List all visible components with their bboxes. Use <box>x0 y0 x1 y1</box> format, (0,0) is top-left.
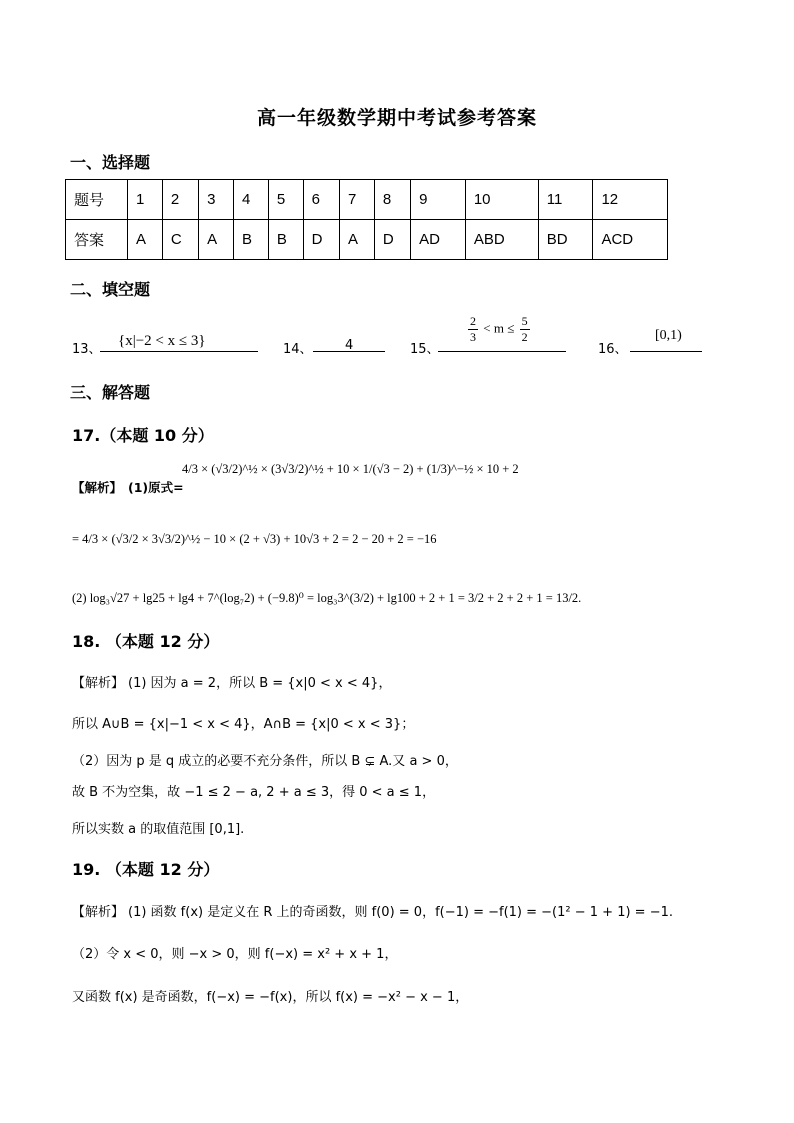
q17-tag: 【解析】 <box>72 480 123 495</box>
row-header-number: 题号 <box>66 180 128 220</box>
table-cell: 10 <box>465 180 538 220</box>
q15-answer <box>466 314 532 345</box>
q18-heading: 18. （本题 12 分） <box>72 632 220 651</box>
q15-mid: < m ≤ <box>483 320 515 336</box>
table-cell: A <box>199 220 234 260</box>
table-cell: A <box>340 220 375 260</box>
q14-label: 14、 <box>283 342 313 357</box>
q16-label: 16、 <box>598 342 628 357</box>
table-cell: ABD <box>465 220 538 260</box>
q19-heading: 19. （本题 12 分） <box>72 860 220 879</box>
table-cell: 5 <box>268 180 303 220</box>
table-cell: BD <box>538 220 593 260</box>
table-cell: 8 <box>374 180 410 220</box>
page-title: 高一年级数学期中考试参考答案 <box>256 107 537 129</box>
table-cell: 11 <box>538 180 593 220</box>
q18-line1: (1) 因为 a = 2，所以 B = {x|0 < x < 4}， <box>128 676 392 691</box>
q17-heading: 17.（本题 10 分） <box>72 426 214 445</box>
q17-part1-line2: = 4/3 × (√3/2 × 3√3/2)^½ − 10 × (2 + √3) + 10√3 + 2 = 2 − 20 + 2 = −16 <box>72 532 437 546</box>
section-heading-solve: 三、解答题 <box>70 383 151 402</box>
table-row-numbers <box>66 180 668 220</box>
q19-line1: (1) 函数 f(x) 是定义在 R 上的奇函数，则 f(0) = 0，f(−1) = −f(1) = −(1² − 1 + 1) = −1. <box>128 905 673 920</box>
q13-label: 13、 <box>72 342 102 357</box>
q15-label: 15、 <box>410 342 440 357</box>
section-heading-fill: 二、填空题 <box>70 280 151 299</box>
q19-tag: 【解析】 <box>72 905 125 920</box>
q15-den2: 2 <box>521 330 528 344</box>
table-cell: 1 <box>128 180 163 220</box>
table-cell: 7 <box>340 180 375 220</box>
q14-answer: 4 <box>345 338 354 353</box>
table-cell: B <box>268 220 303 260</box>
table-cell: 12 <box>593 180 668 220</box>
section-heading-choice: 一、选择题 <box>70 153 151 172</box>
q19-line2: （2）令 x < 0，则 −x > 0，则 f(−x) = x² + x + 1， <box>72 947 398 962</box>
answer-table <box>65 179 668 260</box>
table-cell: A <box>128 220 163 260</box>
table-cell: D <box>303 220 339 260</box>
q17-part1-lead: (1)原式= <box>128 480 184 495</box>
q13-answer: {x|−2 < x ≤ 3} <box>118 333 206 349</box>
q18-line2: 所以 A∪B = {x|−1 < x < 4}，A∩B = {x|0 < x < 3}； <box>72 717 415 732</box>
q18-line5: 所以实数 a 的取值范围 [0,1]. <box>72 822 245 837</box>
q15-num2: 5 <box>521 314 528 328</box>
row-header-answer: 答案 <box>66 220 128 260</box>
table-row-answers <box>66 220 668 260</box>
q17-part1-expr: 4/3 × (√3/2)^½ × (3√3/2)^½ + 10 × 1/(√3 − 2) + (1/3)^−½ × 10 + 2 <box>182 462 519 476</box>
table-cell: C <box>162 220 198 260</box>
q18-tag: 【解析】 <box>72 676 125 691</box>
q17-part2: (2) log₃√27 + lg25 + lg4 + 7^(log₇2) + (−9.8)⁰ = log₃3^(3/2) + lg100 + 2 + 1 = 3/2 + 2 + 2 + 1 = 13/2. <box>72 591 582 605</box>
q18-line4: 故 B 不为空集，故 −1 ≤ 2 − a, 2 + a ≤ 3，得 0 < a ≤ 1， <box>72 785 436 800</box>
q19-line3: 又函数 f(x) 是奇函数，f(−x) = −f(x)，所以 f(x) = −x² − x − 1， <box>72 990 469 1005</box>
q15-underline <box>438 351 566 352</box>
q15-num1: 2 <box>470 314 476 328</box>
table-cell: D <box>374 220 410 260</box>
q13-underline <box>100 351 258 352</box>
q15-den1: 3 <box>470 330 476 344</box>
q18-line3: （2）因为 p 是 q 成立的必要不充分条件，所以 B ⊊ A.又 a > 0， <box>72 754 458 769</box>
table-cell: ACD <box>593 220 668 260</box>
q16-answer: [0,1) <box>655 328 682 343</box>
table-cell: 9 <box>411 180 466 220</box>
table-cell: 4 <box>234 180 269 220</box>
table-cell: AD <box>411 220 466 260</box>
table-cell: 2 <box>162 180 198 220</box>
q16-underline <box>630 351 702 352</box>
table-cell: 6 <box>303 180 339 220</box>
table-cell: B <box>234 220 269 260</box>
table-cell: 3 <box>199 180 234 220</box>
